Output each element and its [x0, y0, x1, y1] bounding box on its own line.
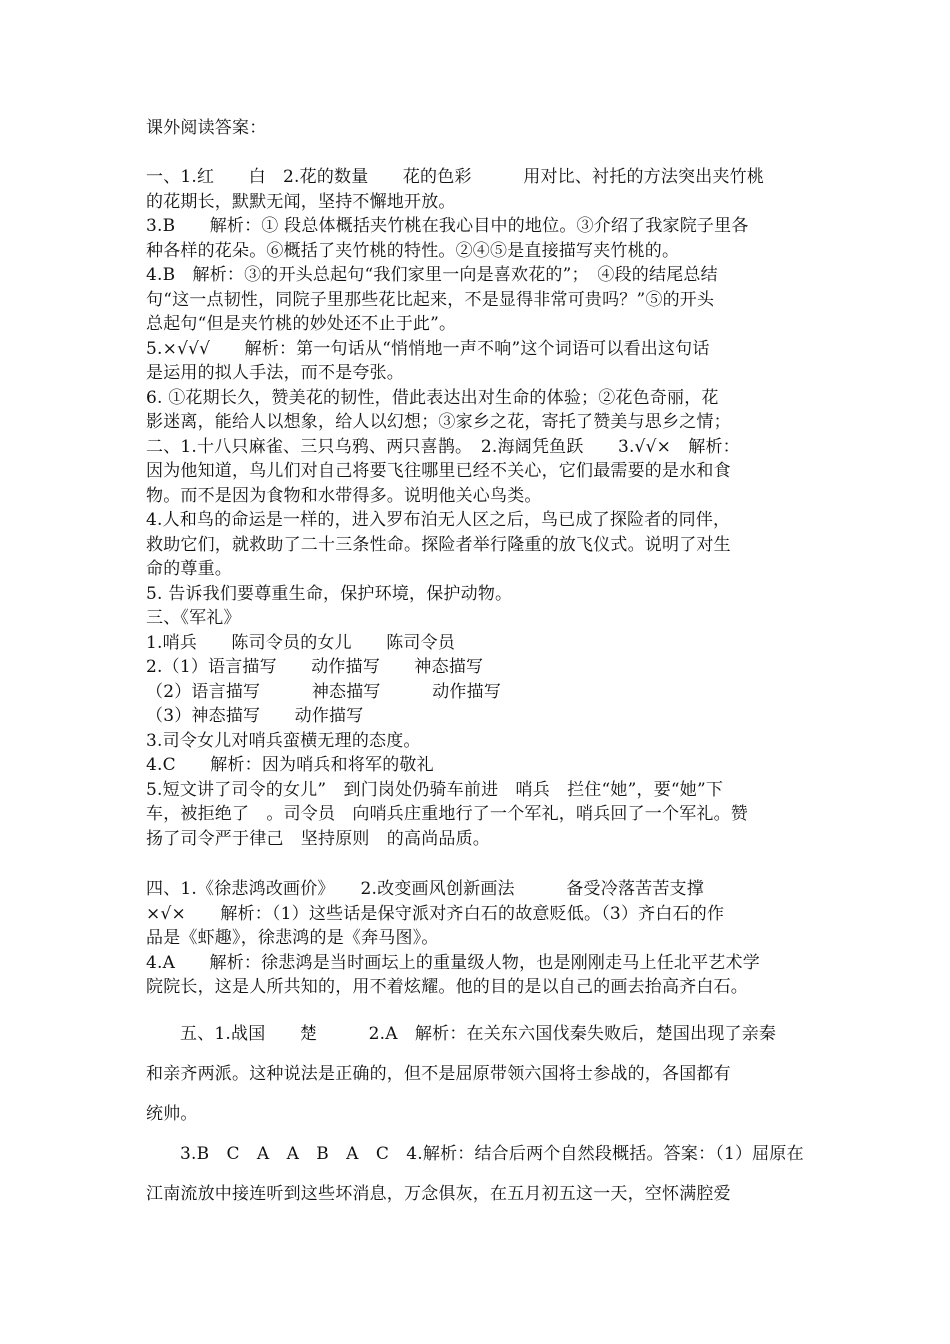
section-2 — [146, 435, 808, 607]
text-line: 3.B C A A B A C 4.解析：结合后两个自然段概括。答案：（1）屈原在 — [180, 1143, 804, 1164]
text-line: 院院长，这是人所共知的，用不着炫耀。他的目的是以自己的画去抬高齐白石。 — [146, 977, 748, 997]
text-line: 4.C 解析：因为哨兵和将军的敬礼 — [146, 755, 434, 775]
section-3 — [146, 606, 808, 851]
section-4 — [146, 877, 808, 1000]
text-line: 扬了司令严于律己 坚持原则 的高尚品质。 — [146, 828, 490, 849]
text-line: 4.人和鸟的命运是一样的，进入罗布泊无人区之后，鸟已成了探险者的同伴， — [146, 510, 731, 530]
text-line: 种各样的花朵。⑥概括了夹竹桃的特性。②④⑤是直接描写夹竹桃的。 — [146, 240, 680, 261]
text-line: 命的尊重。 — [146, 559, 232, 579]
answer-document — [146, 116, 808, 1214]
text-line: 5.×√√√ 解析：第一句话从“悄悄地一声不响”这个词语可以看出这句话 — [146, 338, 710, 359]
text-line: 3.司令女儿对哨兵蛮横无理的态度。 — [146, 730, 421, 751]
text-line: 因为他知道，鸟儿们对自己将要飞往哪里已经不关心，它们最需要的是水和食 — [146, 461, 731, 481]
text-line: 的花期长，默默无闻，坚持不懈地开放。 — [146, 191, 456, 212]
text-line: 6. ①花期长久，赞美花的韧性，借此表达出对生命的体验；②花色奇丽，花 — [146, 387, 719, 408]
text-line: 和亲齐两派。这种说法是正确的，但不是屈原带领六国将士参战的，各国都有 — [146, 1063, 731, 1084]
text-line: 物。而不是因为食物和水带得多。说明他关心鸟类。 — [146, 485, 542, 506]
text-line: 江南流放中接连听到这些坏消息，万念俱灰，在五月初五这一天，空怀满腔爱 — [146, 1183, 731, 1204]
text-line: 救助它们，就救助了二十三条性命。探险者举行隆重的放飞仪式。说明了对生 — [146, 534, 731, 555]
section-heading: 三、《军礼》 — [146, 608, 241, 628]
page-title: 课外阅读答案： — [146, 118, 267, 138]
text-line: 4.A 解析：徐悲鸿是当时画坛上的重量级人物，也是刚刚走马上任北平艺术学 — [146, 952, 760, 973]
text-line: 3.B 解析：① 段总体概括夹竹桃在我心目中的地位。③介绍了我家院子里各 — [146, 216, 749, 236]
text-line: 2.（1）语言描写 动作描写 神态描写 — [146, 657, 484, 677]
text-line: 二、1.十八只麻雀、三只乌鸦、两只喜鹊。 2.海阔凭鱼跃 3.√√× 解析： — [146, 436, 740, 457]
text-line: 一、1.红 白 2.花的数量 花的色彩 用对比、衬托的方法突出夹竹桃 — [146, 167, 765, 187]
section-5 — [146, 1014, 808, 1214]
text-line: 四、1.《徐悲鸿改画价》 2.改变画风创新画法 备受冷落苦苦支撑 — [146, 879, 704, 899]
section-1 — [146, 165, 808, 435]
text-line: 五、1.战国 楚 2.A 解析：在关东六国伐秦失败后，楚国出现了亲秦 — [180, 1023, 777, 1044]
text-line: （2）语言描写 神态描写 动作描写 — [146, 681, 502, 702]
text-line: ×√× 解析：（1）这些话是保守派对齐白石的故意贬低。（3）齐白石的作 — [146, 903, 725, 924]
text-line: 是运用的拟人手法，而不是夸张。 — [146, 363, 404, 383]
spacer — [146, 1000, 808, 1014]
text-line: 5.短文讲了司令的女儿” 到门岗处仍骑车前进 哨兵 拦住“她”，要“她”下 — [146, 779, 724, 800]
text-line: 统帅。 — [146, 1103, 198, 1124]
spacer — [146, 851, 808, 877]
text-line: 1.哨兵 陈司令员的女儿 陈司令员 — [146, 632, 456, 653]
text-line: 总起句“但是夹竹桃的妙处还不止于此”。 — [146, 314, 457, 334]
text-line: （3）神态描写 动作描写 — [146, 706, 364, 726]
text-line: 品是《虾趣》，徐悲鸿的是《奔马图》。 — [146, 928, 439, 948]
text-line: 5. 告诉我们要尊重生命，保护环境，保护动物。 — [146, 583, 513, 604]
text-line: 4.B 解析：③的开头总起句“我们家里一向是喜欢花的”； ④段的结尾总结 — [146, 265, 718, 285]
text-line: 句“这一点韧性，同院子里那些花比起来，不是显得非常可贵吗？”⑤的开头 — [146, 289, 715, 310]
text-line: 影迷离，能给人以想象，给人以幻想；③家乡之花，寄托了赞美与思乡之情； — [146, 412, 731, 432]
spacer — [146, 141, 808, 166]
text-line: 车，被拒绝了 。司令员 向哨兵庄重地行了一个军礼，哨兵回了一个军礼。赞 — [146, 804, 748, 824]
